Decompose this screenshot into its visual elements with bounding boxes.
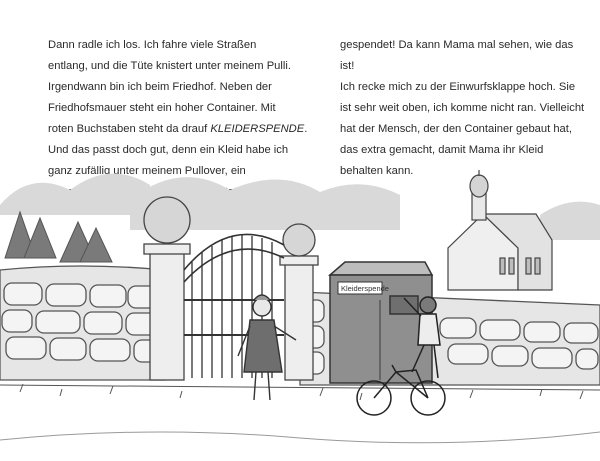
container-sign-label: Kleiderspende	[341, 284, 389, 293]
text-segment: roten Buchstaben steht da drauf	[48, 123, 211, 135]
text-line: gespendet! Da kann Mama mal sehen, wie das	[340, 39, 574, 51]
emphasis-word: KLEIDERSPENDE	[210, 123, 305, 135]
text-line: das extra gemacht, damit Mama ihr Kleid	[340, 144, 544, 156]
trees	[5, 212, 112, 262]
chapel	[448, 170, 552, 290]
cemetery-scene-illustration	[0, 140, 600, 461]
text-line: behalten kann.	[340, 165, 414, 177]
text-line: entlang, und die Tüte knistert unter meinem Pulli.	[48, 60, 291, 72]
grass-ground	[0, 384, 600, 443]
text-line: hat der Mensch, der den Container gebaut hat,	[340, 123, 572, 135]
text-line: ist!	[340, 60, 355, 72]
text-line: Und das passt doch gut, denn ein Kleid habe ich	[48, 144, 289, 156]
text-line: ist sehr weit oben, ich komme nicht ran. Vielleicht	[340, 102, 585, 114]
text-line: Ich recke mich zu der Einwurfsklappe hoch. Sie	[340, 81, 576, 93]
punctuation: .	[304, 123, 308, 135]
text-line: Friedhofsmauer steht ein hoher Container. Mit	[48, 102, 276, 114]
clothes-donation-container	[330, 262, 432, 383]
text-line: Dann radle ich los. Ich fahre viele Straßen	[48, 39, 257, 51]
text-line: Irgendwann bin ich beim Friedhof. Neben der	[48, 81, 272, 93]
text-line: ganz zufällig unter meinem Pullover, ein	[48, 165, 246, 177]
text-line-with-emphasis	[48, 119, 310, 140]
